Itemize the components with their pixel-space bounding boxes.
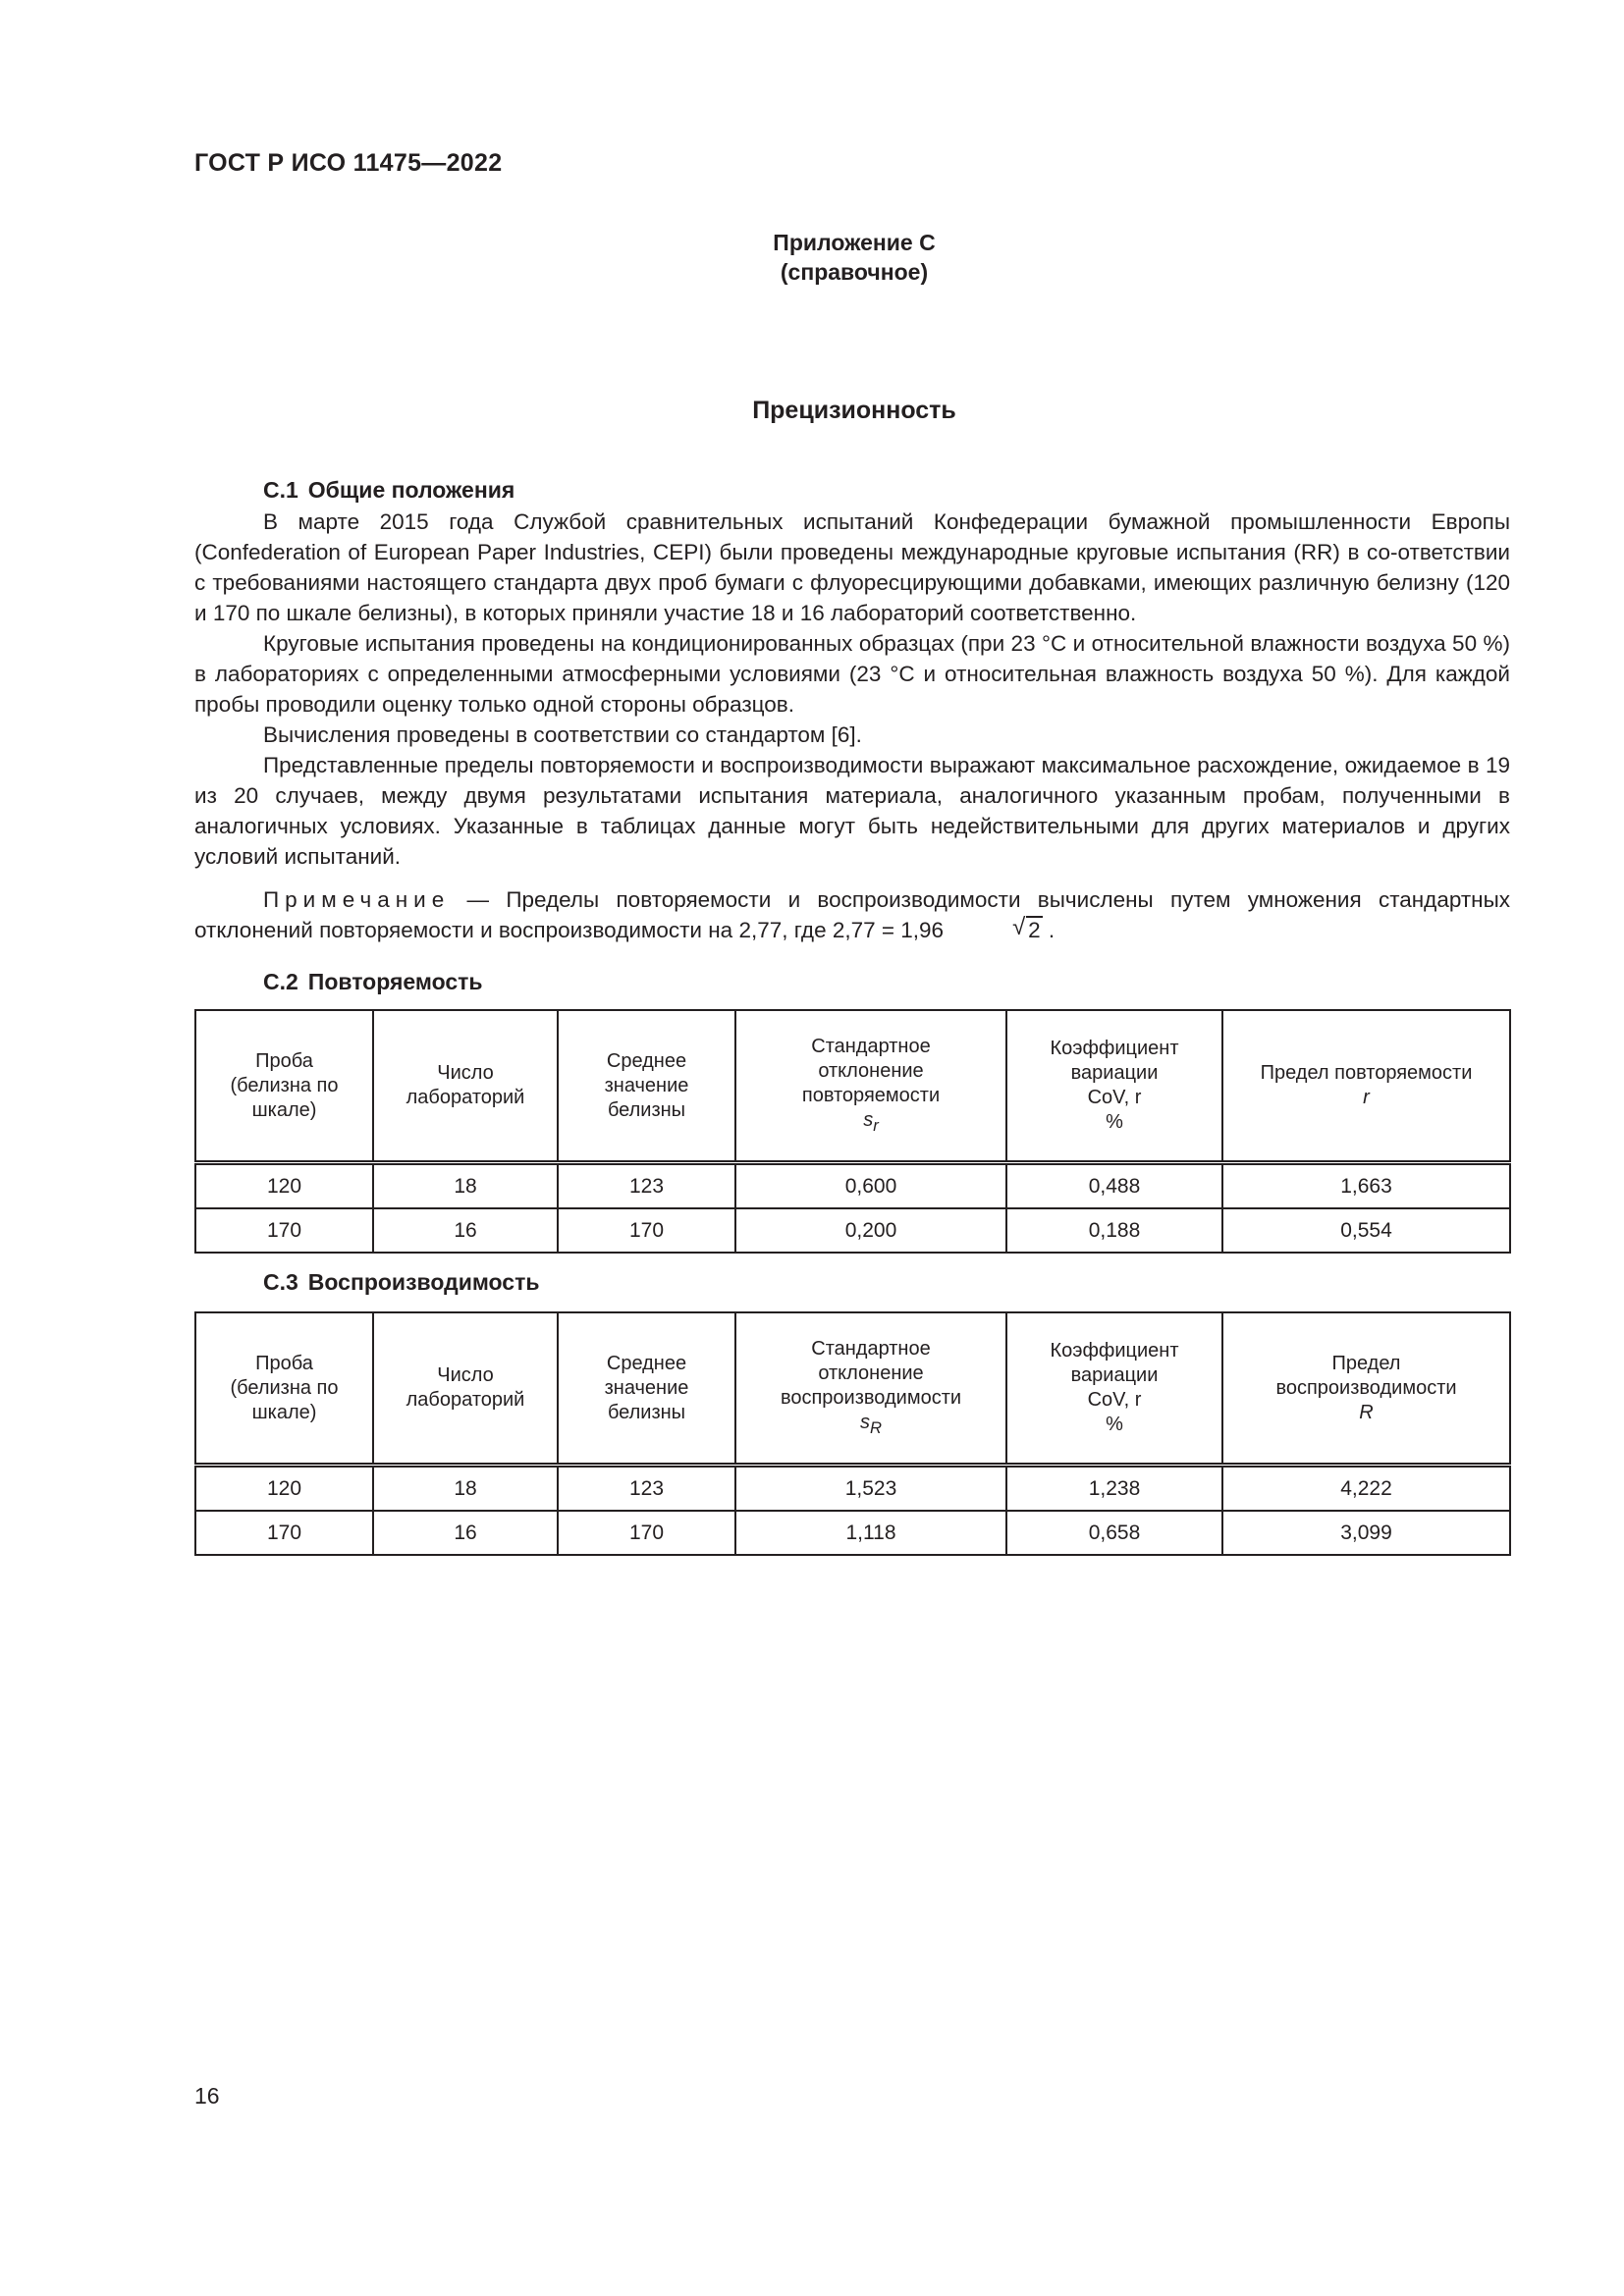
symbol: R (1359, 1401, 1374, 1423)
table-cell: 1,118 (735, 1511, 1006, 1555)
header-line: отклонение (818, 1059, 924, 1082)
table-header-row (195, 1312, 1510, 1466)
header-line: Число (437, 1062, 494, 1084)
header-line: CoV, r (1087, 1087, 1142, 1108)
column-header (195, 1312, 373, 1466)
column-header (195, 1010, 373, 1163)
symbol: s (859, 1411, 870, 1433)
table-cell: 123 (558, 1466, 735, 1512)
header-symbol (742, 1411, 1000, 1440)
header-line: Стандартное (811, 1337, 931, 1360)
table-cell: 18 (373, 1163, 558, 1209)
c1-paragraph-1: В марте 2015 года Службой сравнительных испытаний Конфедерации бумажной промышленности Европы (Confederation of European Paper Industries, CEPI) были проведены международные круговые испытания (RR) в со-ответствии с требованиями настоящего стандарта двух проб бумаги с флуоресцирующими добавками, имеющих различную белизну (120 и 170 по шкале белизны), в которых приняли участие 18 и 16 лабораторий соответственно. (194, 509, 1510, 625)
table-cell: 0,488 (1006, 1163, 1222, 1209)
table-row (195, 1466, 1510, 1512)
c1-number: С.1 (263, 477, 298, 503)
repeatability-table (194, 1009, 1511, 1254)
header-line: Среднее (606, 1049, 687, 1072)
header-line: Число (437, 1364, 494, 1386)
column-header (1222, 1312, 1510, 1466)
symbol-subscript: R (869, 1417, 883, 1437)
c1-paragraph-4: Представленные пределы повторяемости и воспроизводимости выражают максимальное расхождение, ожидаемое в 19 из 20 случаев, между двумя результатами испытания материала, аналогичного указанным пробам, полученными в аналогичных условиях. Указанные в таблицах данные могут быть недействительными для других материалов и других условий испытаний. (194, 753, 1510, 869)
header-line: значение (604, 1074, 689, 1096)
header-line: вариации (1070, 1364, 1159, 1386)
table-cell: 170 (195, 1511, 373, 1555)
header-line: повторяемости (801, 1084, 941, 1106)
header-line: % (1106, 1111, 1123, 1133)
table-cell: 18 (373, 1466, 558, 1512)
c2-title: Повторяемость (307, 969, 483, 994)
table-cell: 0,658 (1006, 1511, 1222, 1555)
sqrt-symbol: √ 2 (1012, 914, 1041, 942)
c2-heading (263, 969, 483, 995)
header-line: белизны (607, 1401, 686, 1423)
header-line: (белизна по (230, 1376, 339, 1399)
table-row (195, 1163, 1510, 1209)
header-line: Среднее (606, 1352, 687, 1374)
header-line: Проба (255, 1049, 313, 1072)
table-cell: 0,554 (1222, 1208, 1510, 1253)
header-line: воспроизводимости (1275, 1376, 1457, 1399)
header-symbol (1229, 1086, 1503, 1110)
column-header (735, 1010, 1006, 1163)
page-number: 16 (194, 2083, 220, 2109)
header-line: Коэффициент (1050, 1340, 1179, 1362)
table-cell: 120 (195, 1163, 373, 1209)
note-text: — Пределы повторяемости и воспроизводимости вычислены путем умножения стандартных отклонений повторяемости и воспроизводимости на 2,77, где 2,77 = 1,96 (194, 887, 1510, 942)
header-line: воспроизводимости (780, 1386, 962, 1409)
column-header (558, 1010, 735, 1163)
table-cell: 170 (558, 1511, 735, 1555)
c1-note (194, 884, 1510, 945)
table-cell: 170 (195, 1208, 373, 1253)
header-line: CoV, r (1087, 1389, 1142, 1411)
note-radicand: 2 (1028, 918, 1041, 942)
c1-paragraph-2: Круговые испытания проведены на кондиционированных образцах (при 23 °С и относительной влажности воздуха 50 %) в лабораториях с определенными атмосферными условиями (23 °С и относительная влажность воздуха 50 %). Для каждой пробы проводили оценку только одной стороны образцов. (194, 631, 1510, 717)
c2-number: С.2 (263, 969, 298, 994)
column-header (735, 1312, 1006, 1466)
table-cell: 1,523 (735, 1466, 1006, 1512)
column-header (558, 1312, 735, 1466)
header-line: Коэффициент (1050, 1038, 1179, 1059)
symbol: s (863, 1108, 874, 1131)
header-symbol (742, 1108, 1000, 1138)
table-cell: 170 (558, 1208, 735, 1253)
section-title: Прецизионность (752, 397, 956, 424)
header-symbol (1229, 1401, 1503, 1425)
c1-heading (263, 477, 514, 504)
header-line: % (1106, 1414, 1123, 1435)
header-line: лабораторий (406, 1389, 525, 1411)
c1-paragraph-3: Вычисления проведены в соответствии со стандартом [6]. (263, 722, 862, 747)
header-line: белизны (607, 1098, 686, 1121)
table-cell: 0,600 (735, 1163, 1006, 1209)
column-header (373, 1010, 558, 1163)
column-header (1006, 1010, 1222, 1163)
c1-title: Общие положения (307, 477, 515, 503)
c3-heading (263, 1269, 539, 1296)
header-line: лабораторий (406, 1087, 525, 1108)
symbol: r (1363, 1087, 1370, 1108)
header-line: (белизна по (230, 1074, 339, 1096)
header-line: шкале) (251, 1401, 317, 1423)
table-cell: 120 (195, 1466, 373, 1512)
header-line: Предел (1331, 1352, 1401, 1374)
table-header-row (195, 1010, 1510, 1163)
table-cell: 1,238 (1006, 1466, 1222, 1512)
annex-type: (справочное) (780, 259, 929, 285)
annex-title: Приложение С (773, 230, 936, 255)
document-header: ГОСТ Р ИСО 11475—2022 (194, 149, 503, 177)
column-header (1222, 1010, 1510, 1163)
header-line: Проба (255, 1352, 313, 1374)
table-cell: 16 (373, 1511, 558, 1555)
header-line: Стандартное (811, 1035, 931, 1057)
c3-number: С.3 (263, 1269, 298, 1295)
table-row (195, 1511, 1510, 1555)
table-cell: 0,188 (1006, 1208, 1222, 1253)
table-cell: 3,099 (1222, 1511, 1510, 1555)
column-header (373, 1312, 558, 1466)
c3-title: Воспроизводимость (307, 1269, 540, 1295)
header-line: Предел повторяемости (1260, 1062, 1473, 1084)
header-line: отклонение (818, 1362, 924, 1384)
column-header (1006, 1312, 1222, 1466)
note-label: Примечание (263, 887, 451, 912)
table-cell: 16 (373, 1208, 558, 1253)
table-row (195, 1208, 1510, 1253)
header-line: вариации (1070, 1062, 1159, 1084)
note-end: . (1042, 918, 1056, 942)
reproducibility-table (194, 1311, 1511, 1556)
symbol-subscript: r (873, 1115, 879, 1135)
table-cell: 1,663 (1222, 1163, 1510, 1209)
header-line: значение (604, 1376, 689, 1399)
table-cell: 123 (558, 1163, 735, 1209)
header-line: шкале) (251, 1098, 317, 1121)
table-cell: 4,222 (1222, 1466, 1510, 1512)
table-cell: 0,200 (735, 1208, 1006, 1253)
